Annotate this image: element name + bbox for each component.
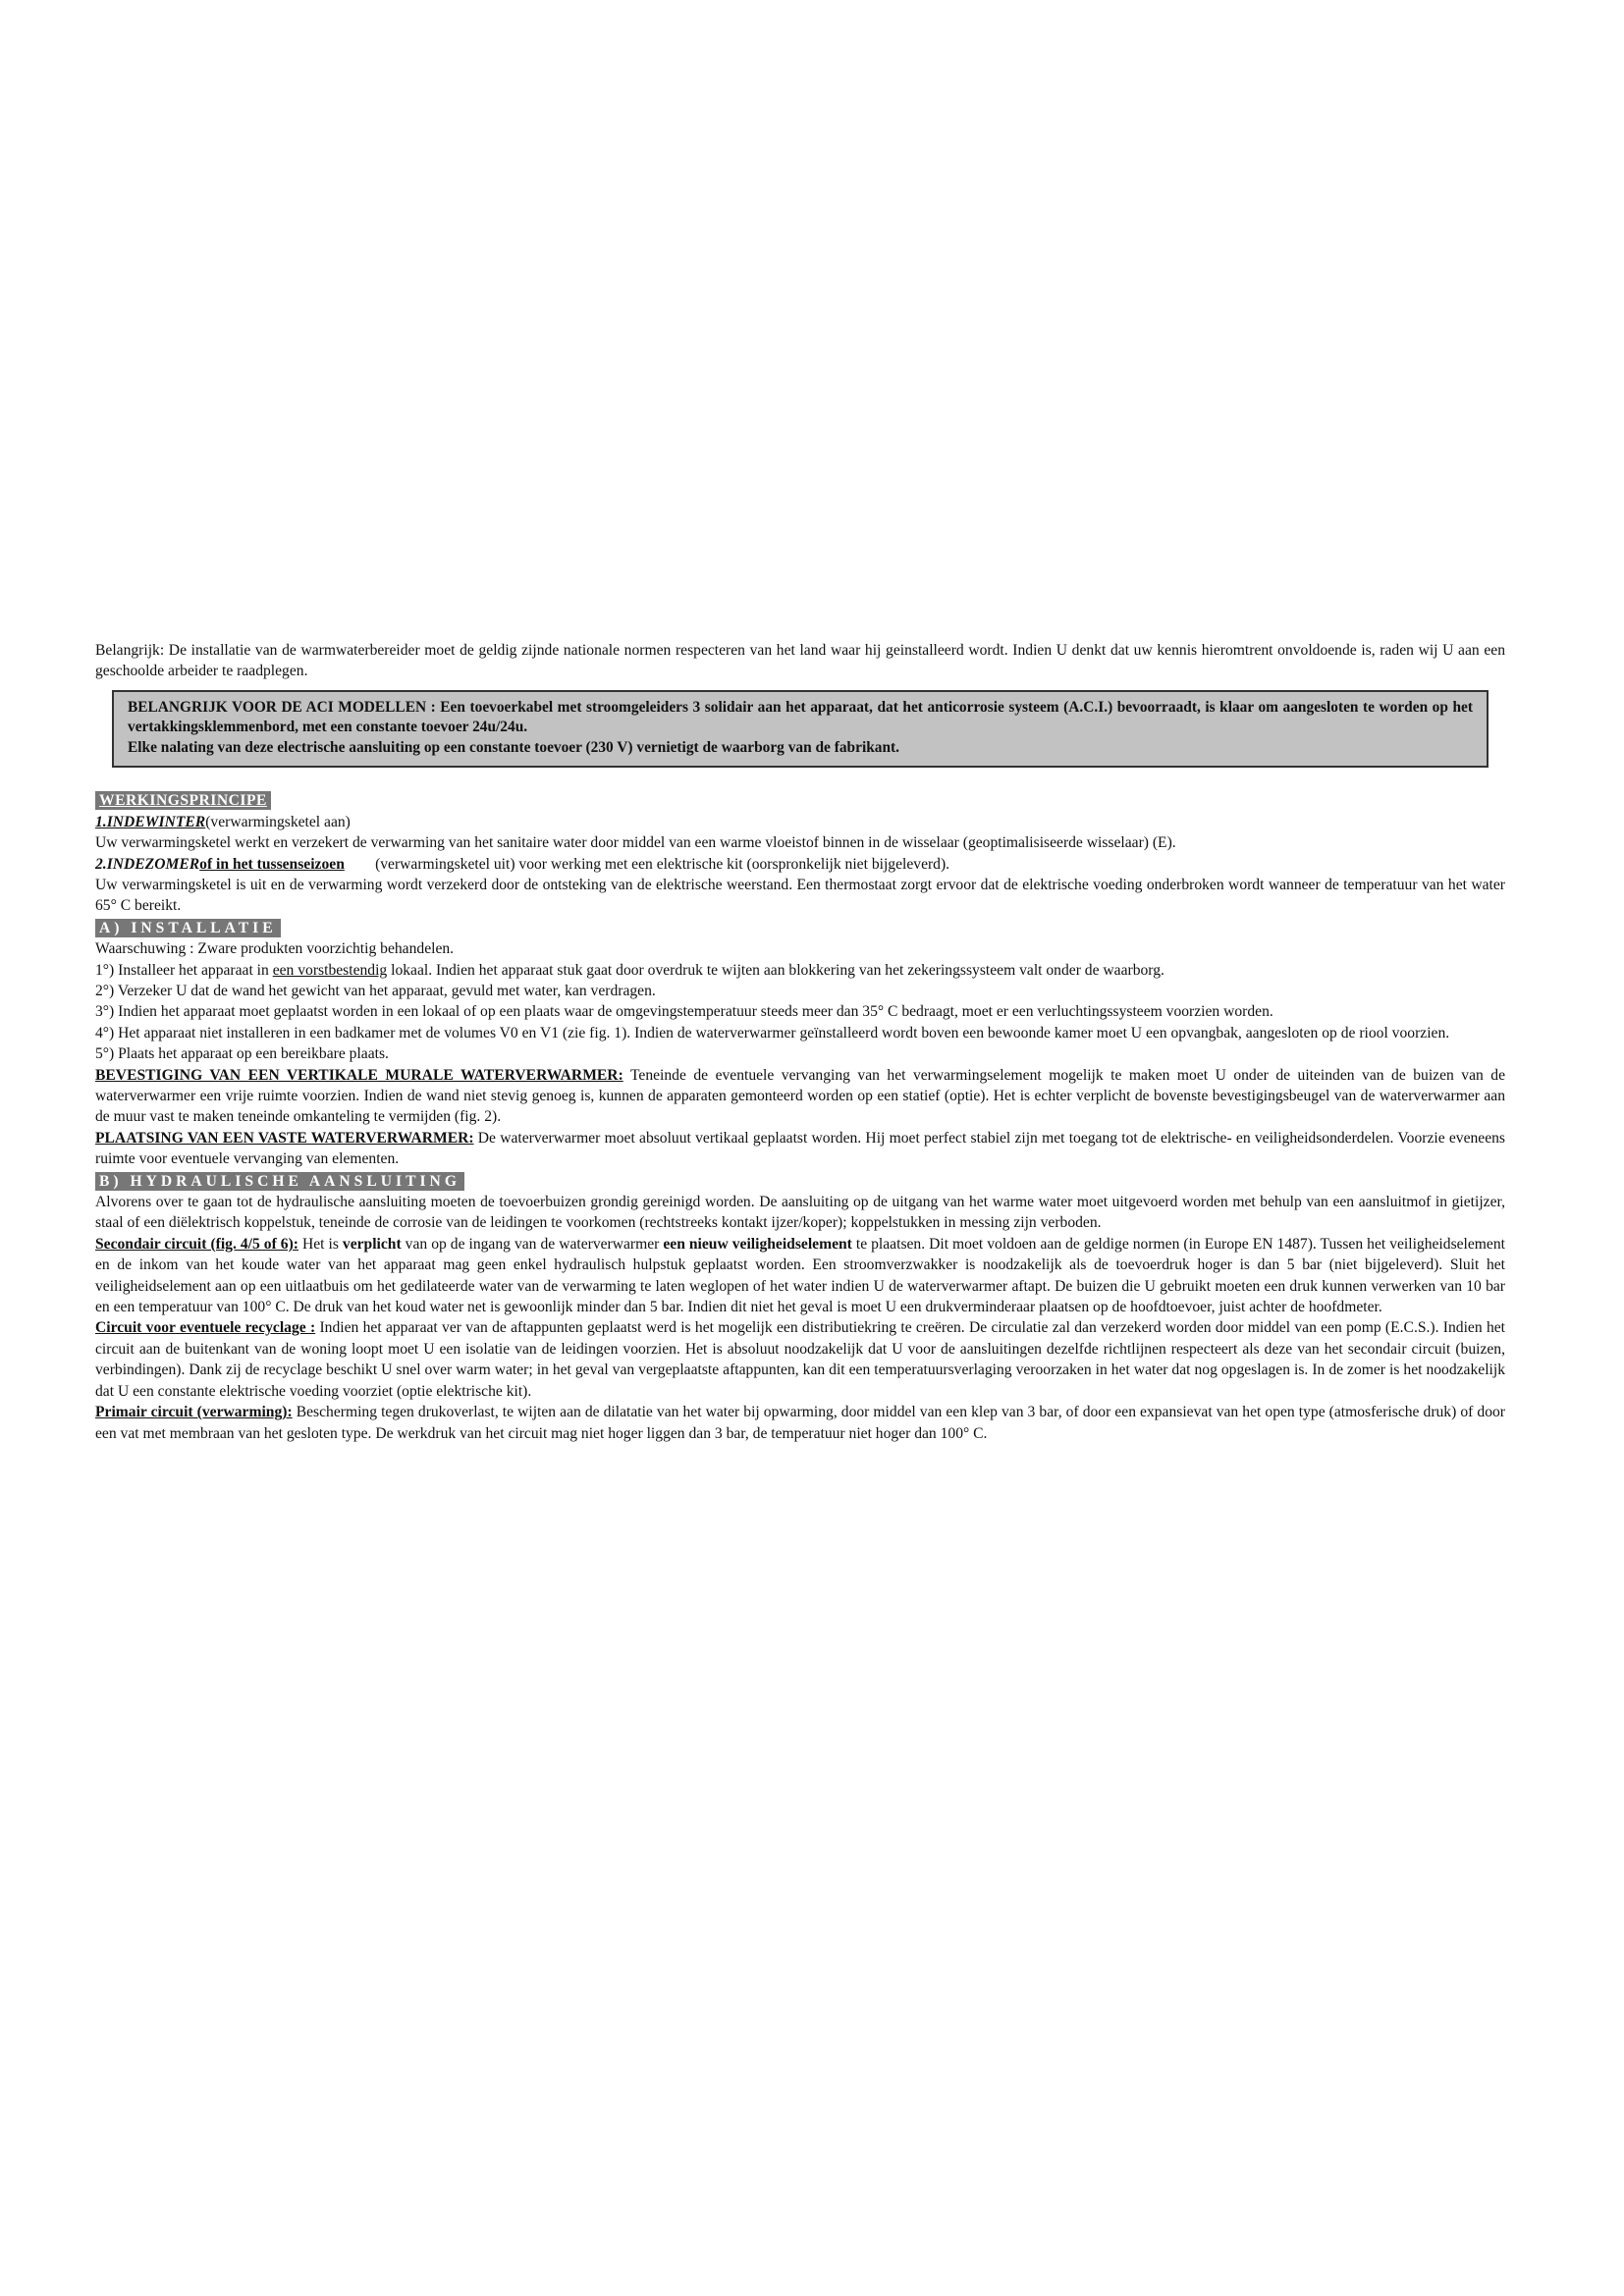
- installatie-item-5: 5°) Plaats het apparaat op een bereikbare plaats.: [95, 1045, 389, 1063]
- winter-text: Uw verwarmingsketel werkt en verzekert de verwarming van het sanitaire water door middel van een warme vloeistof binnen in de wisselaar (geoptimalisiseerde wisselaar) (E).: [95, 834, 1176, 852]
- recyclage-paragraph: [95, 1317, 1505, 1402]
- winter-label: 1.INDEWINTER: [95, 813, 206, 830]
- hydraulisch-header: B) HYDRAULISCHE AANSLUITING: [95, 1172, 464, 1191]
- werking-section: [95, 789, 1505, 916]
- zomer-text: Uw verwarmingsketel is uit en de verwarming wordt verzekerd door de ontsteking van de elektrische weerstand. Een thermostaat zorgt ervoor dat de elektrische voeding onderbroken wordt wanneer de temperatuur van het water 65° C bereikt.: [95, 876, 1505, 915]
- secondair-paragraph: [95, 1234, 1505, 1318]
- installatie-header: A) INSTALLATIE: [95, 919, 281, 937]
- installatie-item-4: 4°) Het apparaat niet installeren in een badkamer met de volumes V0 en V1 (zie fig. 1). Indien de waterverwarmer geïnstalleerd wordt boven een bewoonde kamer moet U een opvangbak, aangesloten op de riool voorzien.: [95, 1024, 1450, 1041]
- installatie-item-2: 2°) Verzeker U dat de wand het gewicht van het apparaat, gevuld met water, kan verdragen.: [95, 982, 656, 999]
- primair-paragraph: [95, 1402, 1505, 1444]
- bevestiging-text: Teneinde de eventuele vervanging van het verwarmingselement mogelijk te maken moet U onder de uiteinden van de buizen van de waterverwarmer een vrije ruimte voorzien. Indien de wand niet stevig genoeg is, kunnen de apparaten gemonteerd worden op een statief (optie). Het is echter verplicht de bovenste bevestigingsbeugel van de waterverwarmer aan de muur vast te maken teneinde omkanteling te vermijden (fig. 2).: [95, 1066, 1505, 1126]
- aci-warning-line2: Elke nalating van deze electrische aansluiting op een constante toevoer (230 V) vernietigt de waarborg van de fabrikant.: [128, 738, 900, 756]
- item1-text-b: lokaal. Indien het apparaat stuk gaat door overdruk te wijten aan blokkering van het zekeringssysteem valt onder de waarborg.: [387, 961, 1164, 979]
- item1-underlined: een vorstbestendig: [272, 961, 388, 979]
- primair-label: Primair circuit (verwarming):: [95, 1404, 293, 1421]
- zomer-note: (verwarmingsketel uit) voor werking met een elektrische kit (oorspronkelijk niet bijgeleverd).: [375, 855, 950, 873]
- plaatsing-paragraph: [95, 1128, 1505, 1170]
- secondair-text-c: van op de ingang van de waterverwarmer: [401, 1235, 664, 1253]
- item1-text-a: 1°) Installeer het apparaat in: [95, 961, 273, 979]
- installatie-item-3: 3°) Indien het apparaat moet geplaatst worden in een lokaal of op een plaats waar de omgevingstemperatuur steeds meer dan 35° C bedraagt, moet er een verluchtingssysteem voorzien worden.: [95, 1003, 1273, 1021]
- werking-header: WERKINGSPRINCIPE: [95, 791, 271, 810]
- recyclage-label: Circuit voor eventuele recyclage :: [95, 1319, 316, 1337]
- secondair-bold-1: verplicht: [342, 1235, 402, 1253]
- installatie-item-1: [95, 960, 1505, 981]
- secondair-label: Secondair circuit (fig. 4/5 of 6):: [95, 1235, 298, 1253]
- aci-warning-line1: BELANGRIJK VOOR DE ACI MODELLEN : Een toevoerkabel met stroomgeleiders 3 solidair aan het apparaat, dat het anticorrosie systeem (A.C.I.) bevoorraadt, is klaar om aangesloten te worden op het vertakkingsklemmenbord, met een constante toevoer 24u/24u.: [128, 698, 1473, 736]
- primair-text: Bescherming tegen drukoverlast, te wijten aan de dilatatie van het water bij opwarming, door middel van een klep van 3 bar, of door een expansievat van het open type (atmosferische druk) of door een vat met membraan van het gesloten type. De werkdruk van het circuit mag niet hoger liggen dan 3 bar, de temperatuur niet hoger dan 100° C.: [95, 1404, 1505, 1442]
- winter-note: (verwarmingsketel aan): [205, 813, 351, 830]
- secondair-text-a: Het is: [298, 1235, 343, 1253]
- zomer-label: 2.INDEZOMER: [95, 855, 200, 873]
- bevestiging-label: BEVESTIGING VAN EEN VERTIKALE MURALE WATERVERWARMER:: [95, 1066, 623, 1084]
- bevestiging-paragraph: [95, 1065, 1505, 1128]
- winter-line: [95, 812, 1505, 832]
- recyclage-text: Indien het apparaat ver van de aftappunten geplaatst werd is het mogelijk een distributiekring te creëren. De circulatie zal dan verzekerd worden door middel van een pomp (E.C.S.). Indien het circuit aan de buitenkant van de woning loopt moet U een isolatie van de leidingen voorzien. Het is absoluut noodzakelijk dat U voor de aansluitingen dezelfde richtlijnen respecteert als deze van het secondair circuit (buizen, verbindingen). Dank zij de recyclage beschikt U snel over warm water; in het geval van vergeplaatste aftappunten, kan dit een temperatuursverlaging veroorzaken in het water dat nog opgeslagen is. In de zomer is het noodzakelijk dat U een constante elektrische voeding voorziet (optie elektrische kit).: [95, 1319, 1505, 1400]
- intro-paragraph: Belangrijk: De installatie van de warmwaterbereider moet de geldig zijnde nationale normen respecteren van het land waar hij geinstalleerd wordt. Indien U denkt dat uw kennis hieromtrent onvoldoende is, raden wij U aan een geschoolde arbeider te raadplegen.: [95, 642, 1505, 680]
- plaatsing-label: PLAATSING VAN EEN VASTE WATERVERWARMER:: [95, 1129, 474, 1147]
- zomer-label2: of in het tussenseizoen: [199, 855, 345, 873]
- secondair-text-d: te plaatsen. Dit moet voldoen aan de geldige normen (in Europe EN 1487). Tussen het veiligheidselement en de inkom van het koude water van het apparaat mag geen enkel hydraulisch hulpstuk geplaatst worden. Een stroomverzwakker is noodzakelijk als de toevoerdruk hoger is dan 5 bar (niet bijgeleverd). Sluit het veiligheidselement aan op een uitlaatbuis om het gedilateerde water van de verwarming te laten weglopen of het water indien U de waterverwarmer aftapt. De buizen die U gebruikt moeten een druk kunnen verwerken van 10 bar en een temperatuur van 100° C. De druk van het koud water net is gewoonlijk minder dan 5 bar. Indien dit niet het geval is moet U een drukverminderaar plaatsen op de hoofdtoevoer, juist achter de hoofdmeter.: [95, 1235, 1505, 1316]
- hydraulisch-intro: Alvorens over te gaan tot de hydraulische aansluiting moeten de toevoerbuizen grondig gereinigd worden. De aansluiting op de uitgang van het warme water moet uitgevoerd worden met behulp van een aansluitmof in gietijzer, staal of een diëlektrisch koppelstuk, teneinde de corrosie van de leidingen te voorkomen (rechtstreeks kontakt ijzer/koper); koppelstukken in messing zijn verboden.: [95, 1194, 1505, 1232]
- secondair-bold-2: een nieuw veiligheidselement: [663, 1235, 852, 1253]
- installatie-section: [95, 917, 1505, 1170]
- aci-warning-box: [112, 690, 1489, 769]
- plaatsing-text: De waterverwarmer moet absoluut vertikaal geplaatst worden. Hij moet perfect stabiel zijn met toegang tot de elektrische- en veiligheidsonderdelen. Voorzie eveneens ruimte voor eventuele vervanging van elementen.: [95, 1129, 1505, 1168]
- document-page: [95, 640, 1505, 1444]
- zomer-line: [95, 854, 1505, 875]
- hydraulisch-section: [95, 1170, 1505, 1444]
- installatie-warning: Waarschuwing : Zware produkten voorzichtig behandelen.: [95, 940, 455, 958]
